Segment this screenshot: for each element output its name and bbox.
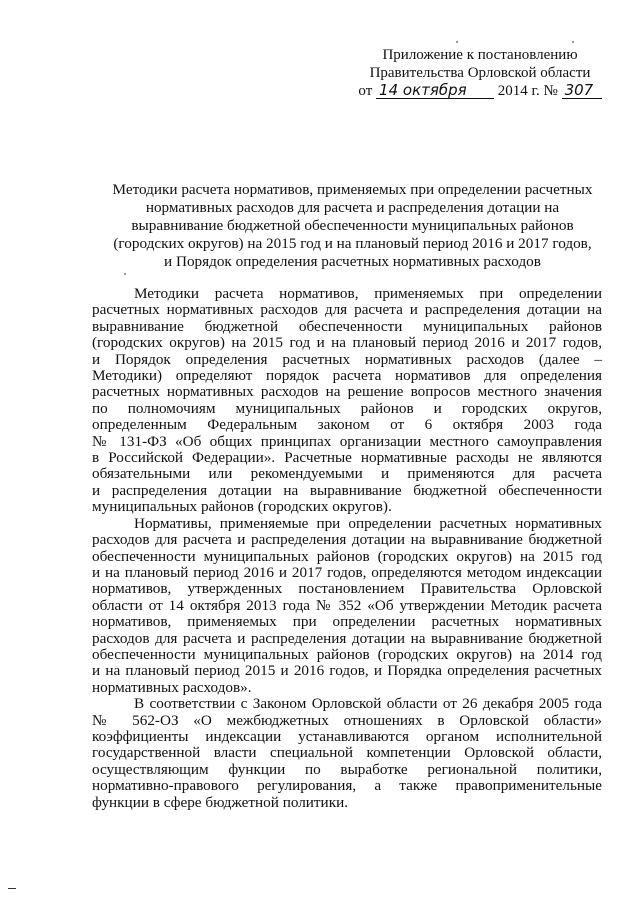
text-line: Методики расчета нормативов, применяемых при определении xyxy=(134,285,602,302)
text-line: и Порядок определения расчетных нормативных расходов (далее – xyxy=(92,350,602,368)
document-title xyxy=(100,181,605,271)
title-line: нормативных расходов для расчета и распределения дотации на xyxy=(145,199,560,216)
text-line: обеспеченности муниципальных районов (городских округов) на 2015 год xyxy=(92,547,602,565)
text-line: Методики) определяют порядок расчета нормативов для определения xyxy=(92,367,602,385)
text-line: коэффициенты индексации устанавливаются органом исполнительной xyxy=(92,727,602,745)
annex-header xyxy=(355,46,605,100)
scan-speck xyxy=(124,273,126,275)
title-line: выравнивание бюджетной обеспеченности муниципальных районов xyxy=(131,217,574,234)
text-line: в Российской Федерации». Расчетные нормативные расходы не являются xyxy=(92,449,602,467)
text-line: определенным Федеральным законом от 6 октября 2003 года xyxy=(92,416,602,434)
text-line: нормативных расходов». xyxy=(92,678,252,696)
scan-speck xyxy=(456,41,458,43)
text-line: (городских округов) на 2015 год и на плановый период 2016 и 2017 годов, xyxy=(92,334,602,352)
title-line: и Порядок определения расчетных нормативных расходов xyxy=(164,253,541,270)
text-line: по полномочиям муниципальных районов и городских округов, xyxy=(92,399,602,417)
text-line: расчетных нормативных расходов для расчета и распределения дотации на xyxy=(92,301,602,319)
text-line: В соответствии с Законом Орловской области от 26 декабря 2005 года xyxy=(134,695,602,713)
paragraph-3 xyxy=(92,696,602,811)
text-line: муниципальных районов (городских округов). xyxy=(92,498,392,516)
annex-line-1: Приложение к постановлению xyxy=(382,47,578,63)
text-line: и на плановый период 2016 и 2017 годов, определяются методом индексации xyxy=(92,563,602,581)
annex-prefix: от xyxy=(358,83,373,99)
text-line: выравнивание бюджетной обеспеченности муниципальных районов xyxy=(92,317,602,335)
annex-line-2: Правительства Орловской области xyxy=(369,65,591,81)
annex-year: 2014 г. № xyxy=(497,83,558,99)
text-line: осуществляющим функции по выработке региональной политики, xyxy=(92,760,602,778)
scan-speck xyxy=(572,41,574,43)
paragraph-2 xyxy=(92,516,602,696)
text-line: обеспеченности муниципальных районов (городских округов) на 2014 год xyxy=(92,645,602,663)
handwritten-date: 14 октября xyxy=(376,83,494,99)
text-line: и на плановый период 2015 и 2016 годов, и Порядка определения расчетных xyxy=(92,662,602,680)
text-line: расчетных нормативных расходов на решение вопросов местного значения xyxy=(92,383,602,401)
handwritten-number: 307 xyxy=(562,83,602,99)
text-line: области от 14 октября 2013 года № 352 «Об утверждении Методик расчета xyxy=(92,596,602,614)
text-line: обязательными или рекомендуемыми и применяются для расчета xyxy=(92,465,602,483)
annex-line-3 xyxy=(355,82,605,100)
title-line: Методики расчета нормативов, применяемых при определении расчетных xyxy=(112,181,593,198)
text-line: нормативно-правового регулирования, а также правоприменительные xyxy=(92,777,602,795)
paragraph-1 xyxy=(92,286,602,516)
text-line: № 562-ОЗ «О межбюджетных отношениях в Орловской области» xyxy=(92,711,602,729)
text-line: Нормативы, применяемые при определении расчетных нормативных xyxy=(134,514,602,532)
scan-edge-mark xyxy=(8,888,16,889)
text-line: и распределения дотации на выравнивание бюджетной обеспеченности xyxy=(92,481,602,499)
title-line: (городских округов) на 2015 год и на плановый период 2016 и 2017 годов, xyxy=(113,235,592,252)
document-body xyxy=(92,286,602,811)
text-line: функции в сфере бюджетной политики. xyxy=(92,793,348,811)
text-line: № 131-ФЗ «Об общих принципах организации местного самоуправления xyxy=(92,432,602,450)
text-line: нормативов, применяемых при определении расчетных нормативных xyxy=(92,613,602,631)
text-line: расходов для расчета и распределения дотации на выравнивание бюджетной xyxy=(92,531,602,549)
text-line: нормативов, утвержденных постановлением Правительства Орловской xyxy=(92,580,602,598)
text-line: расходов для расчета и распределения дотации на выравнивание бюджетной xyxy=(92,629,602,647)
text-line: государственной власти специальной компетенции Орловской области, xyxy=(92,744,602,762)
